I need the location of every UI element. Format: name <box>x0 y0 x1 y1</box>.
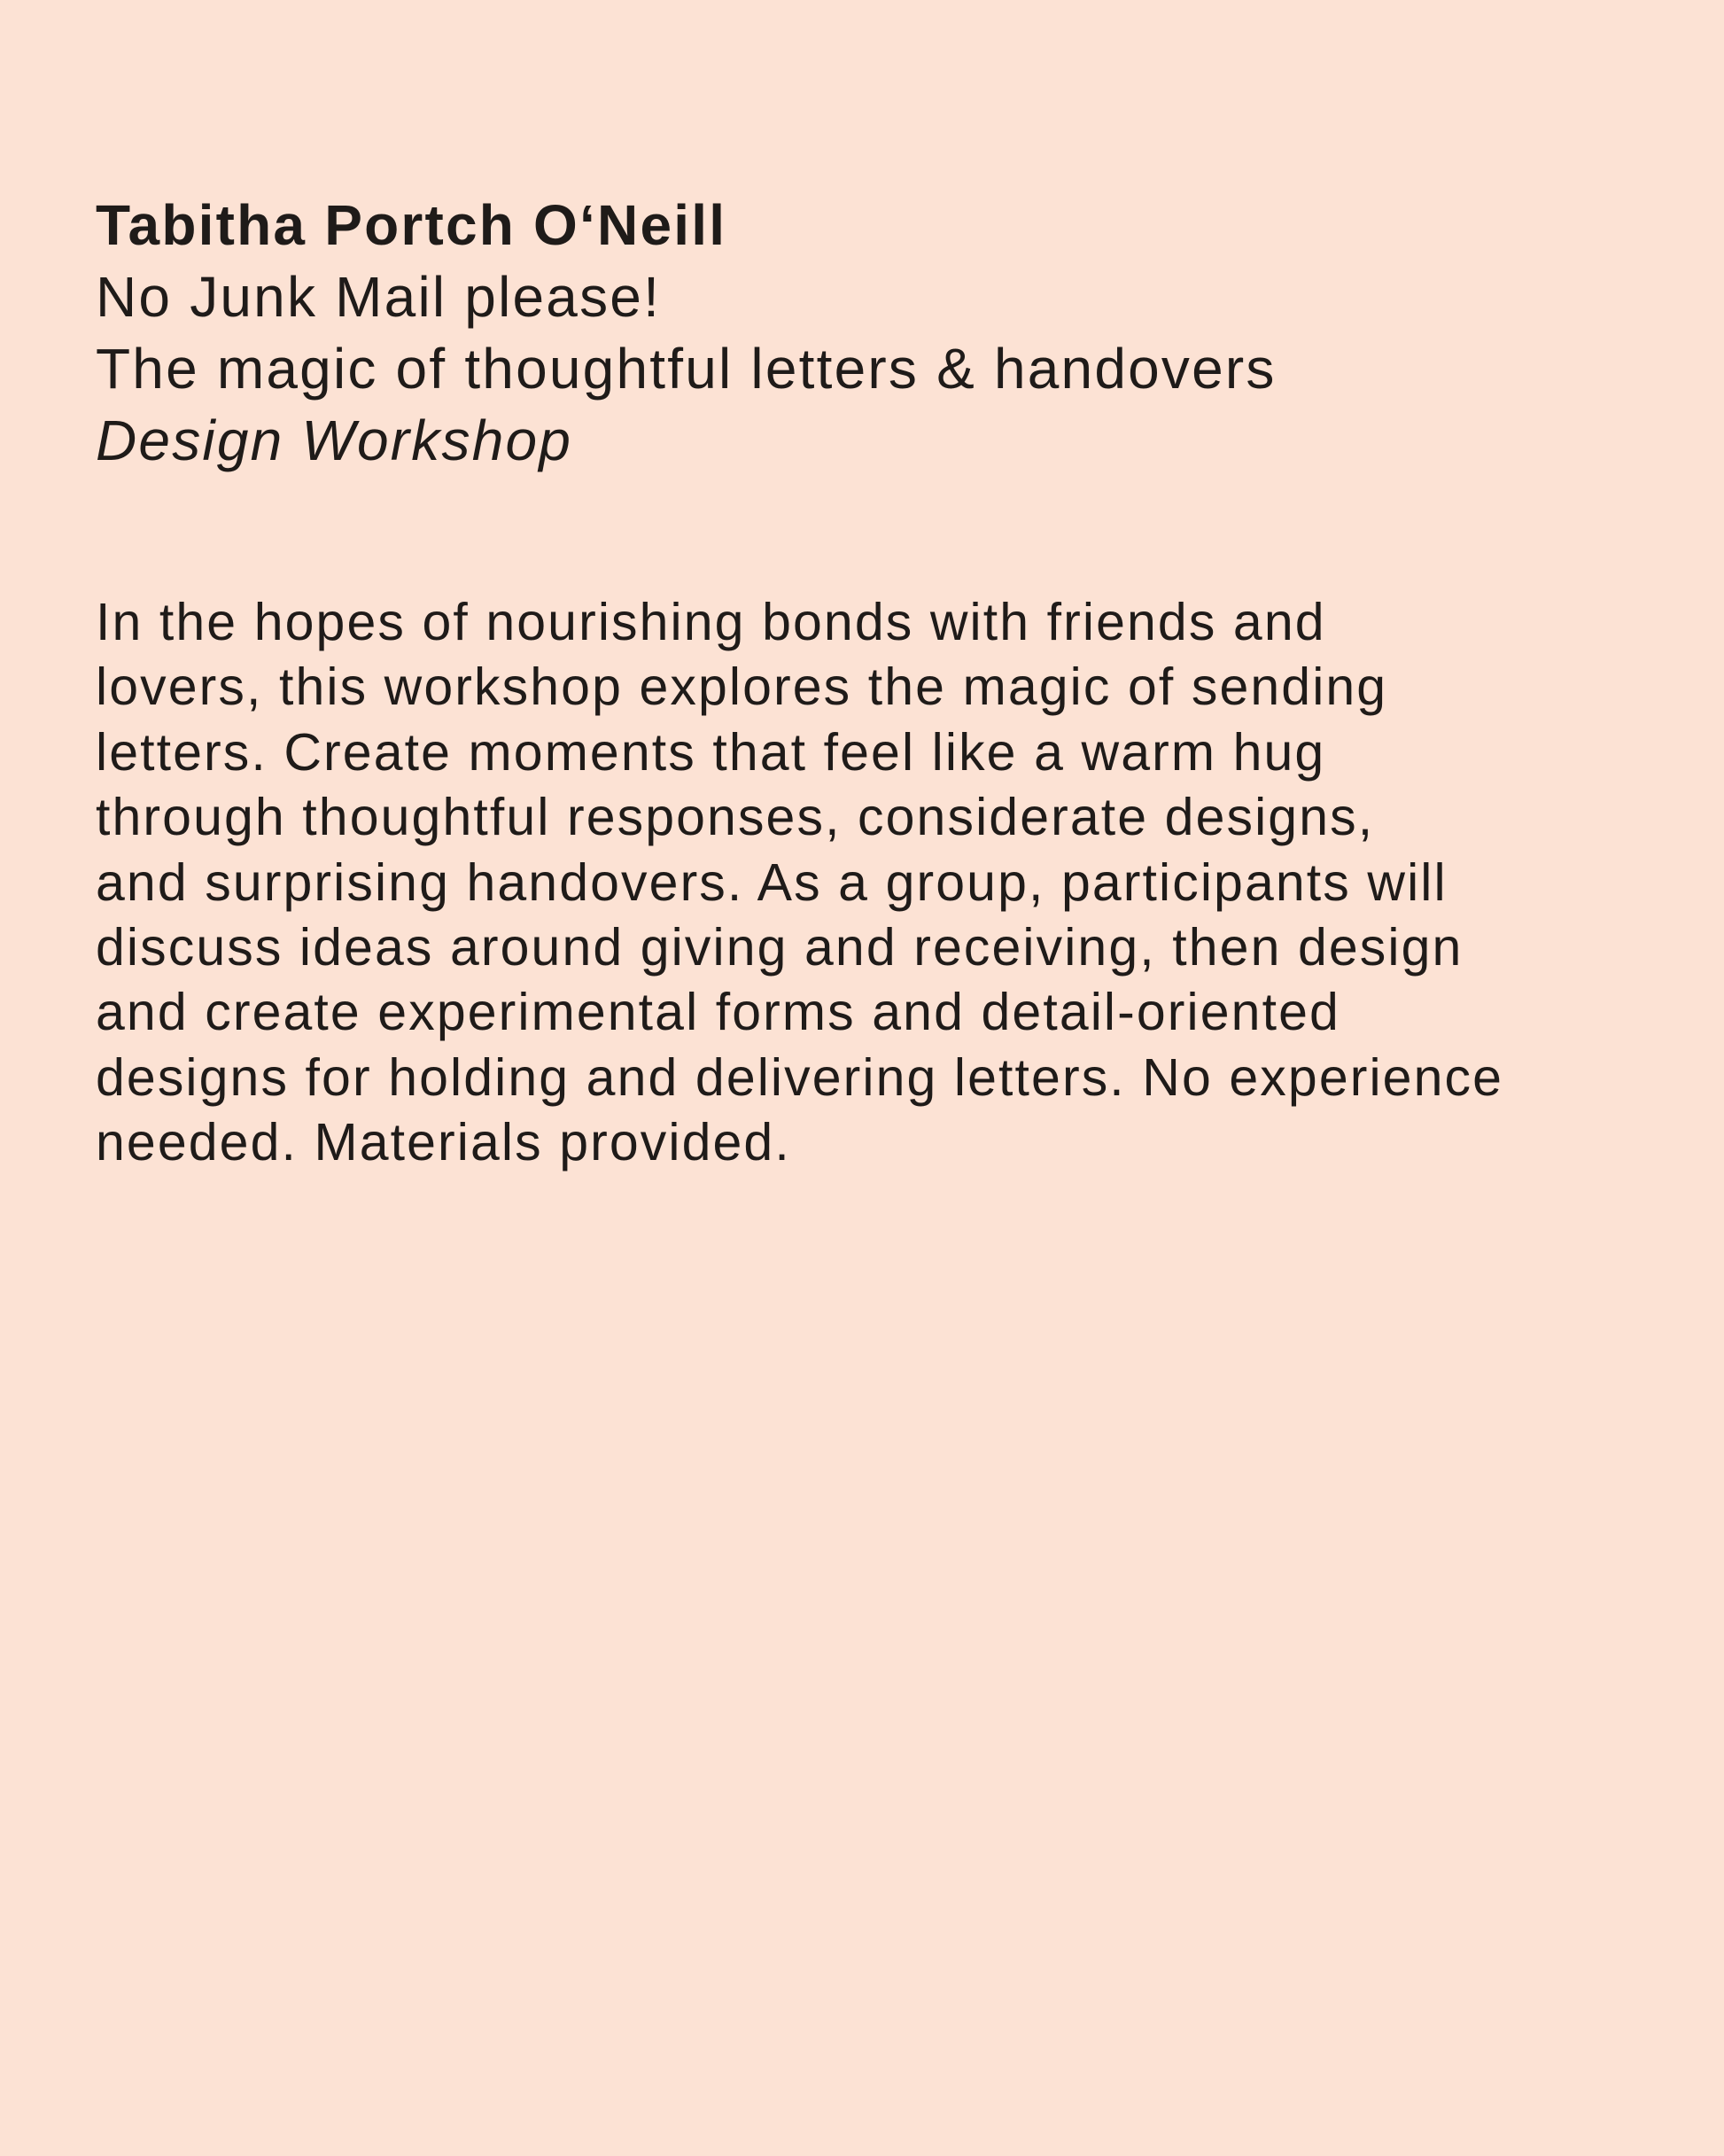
description-line: and surprising handovers. As a group, participants will <box>96 852 1448 912</box>
event-header <box>96 190 1655 477</box>
author-name: Tabitha Portch O‘Neill <box>96 193 727 257</box>
description-line: designs for holding and delivering letters. No experience <box>96 1047 1504 1107</box>
description-line: needed. Materials provided. <box>96 1113 791 1172</box>
event-description <box>96 590 1655 1176</box>
description-line: In the hopes of nourishing bonds with friends and <box>96 593 1326 651</box>
event-subtitle: The magic of thoughtful letters & handovers <box>96 337 1277 401</box>
description-line: letters. Create moments that feel like a warm hug <box>96 722 1326 782</box>
description-line: lovers, this workshop explores the magic of sending <box>96 658 1388 717</box>
description-line: and create experimental forms and detail-oriented <box>96 983 1340 1042</box>
event-category: Design Workshop <box>96 409 573 472</box>
description-line: through thoughtful responses, considerate designs, <box>96 788 1375 847</box>
description-line: discuss ideas around giving and receiving, then design <box>96 918 1464 977</box>
event-title: No Junk Mail please! <box>96 265 662 329</box>
